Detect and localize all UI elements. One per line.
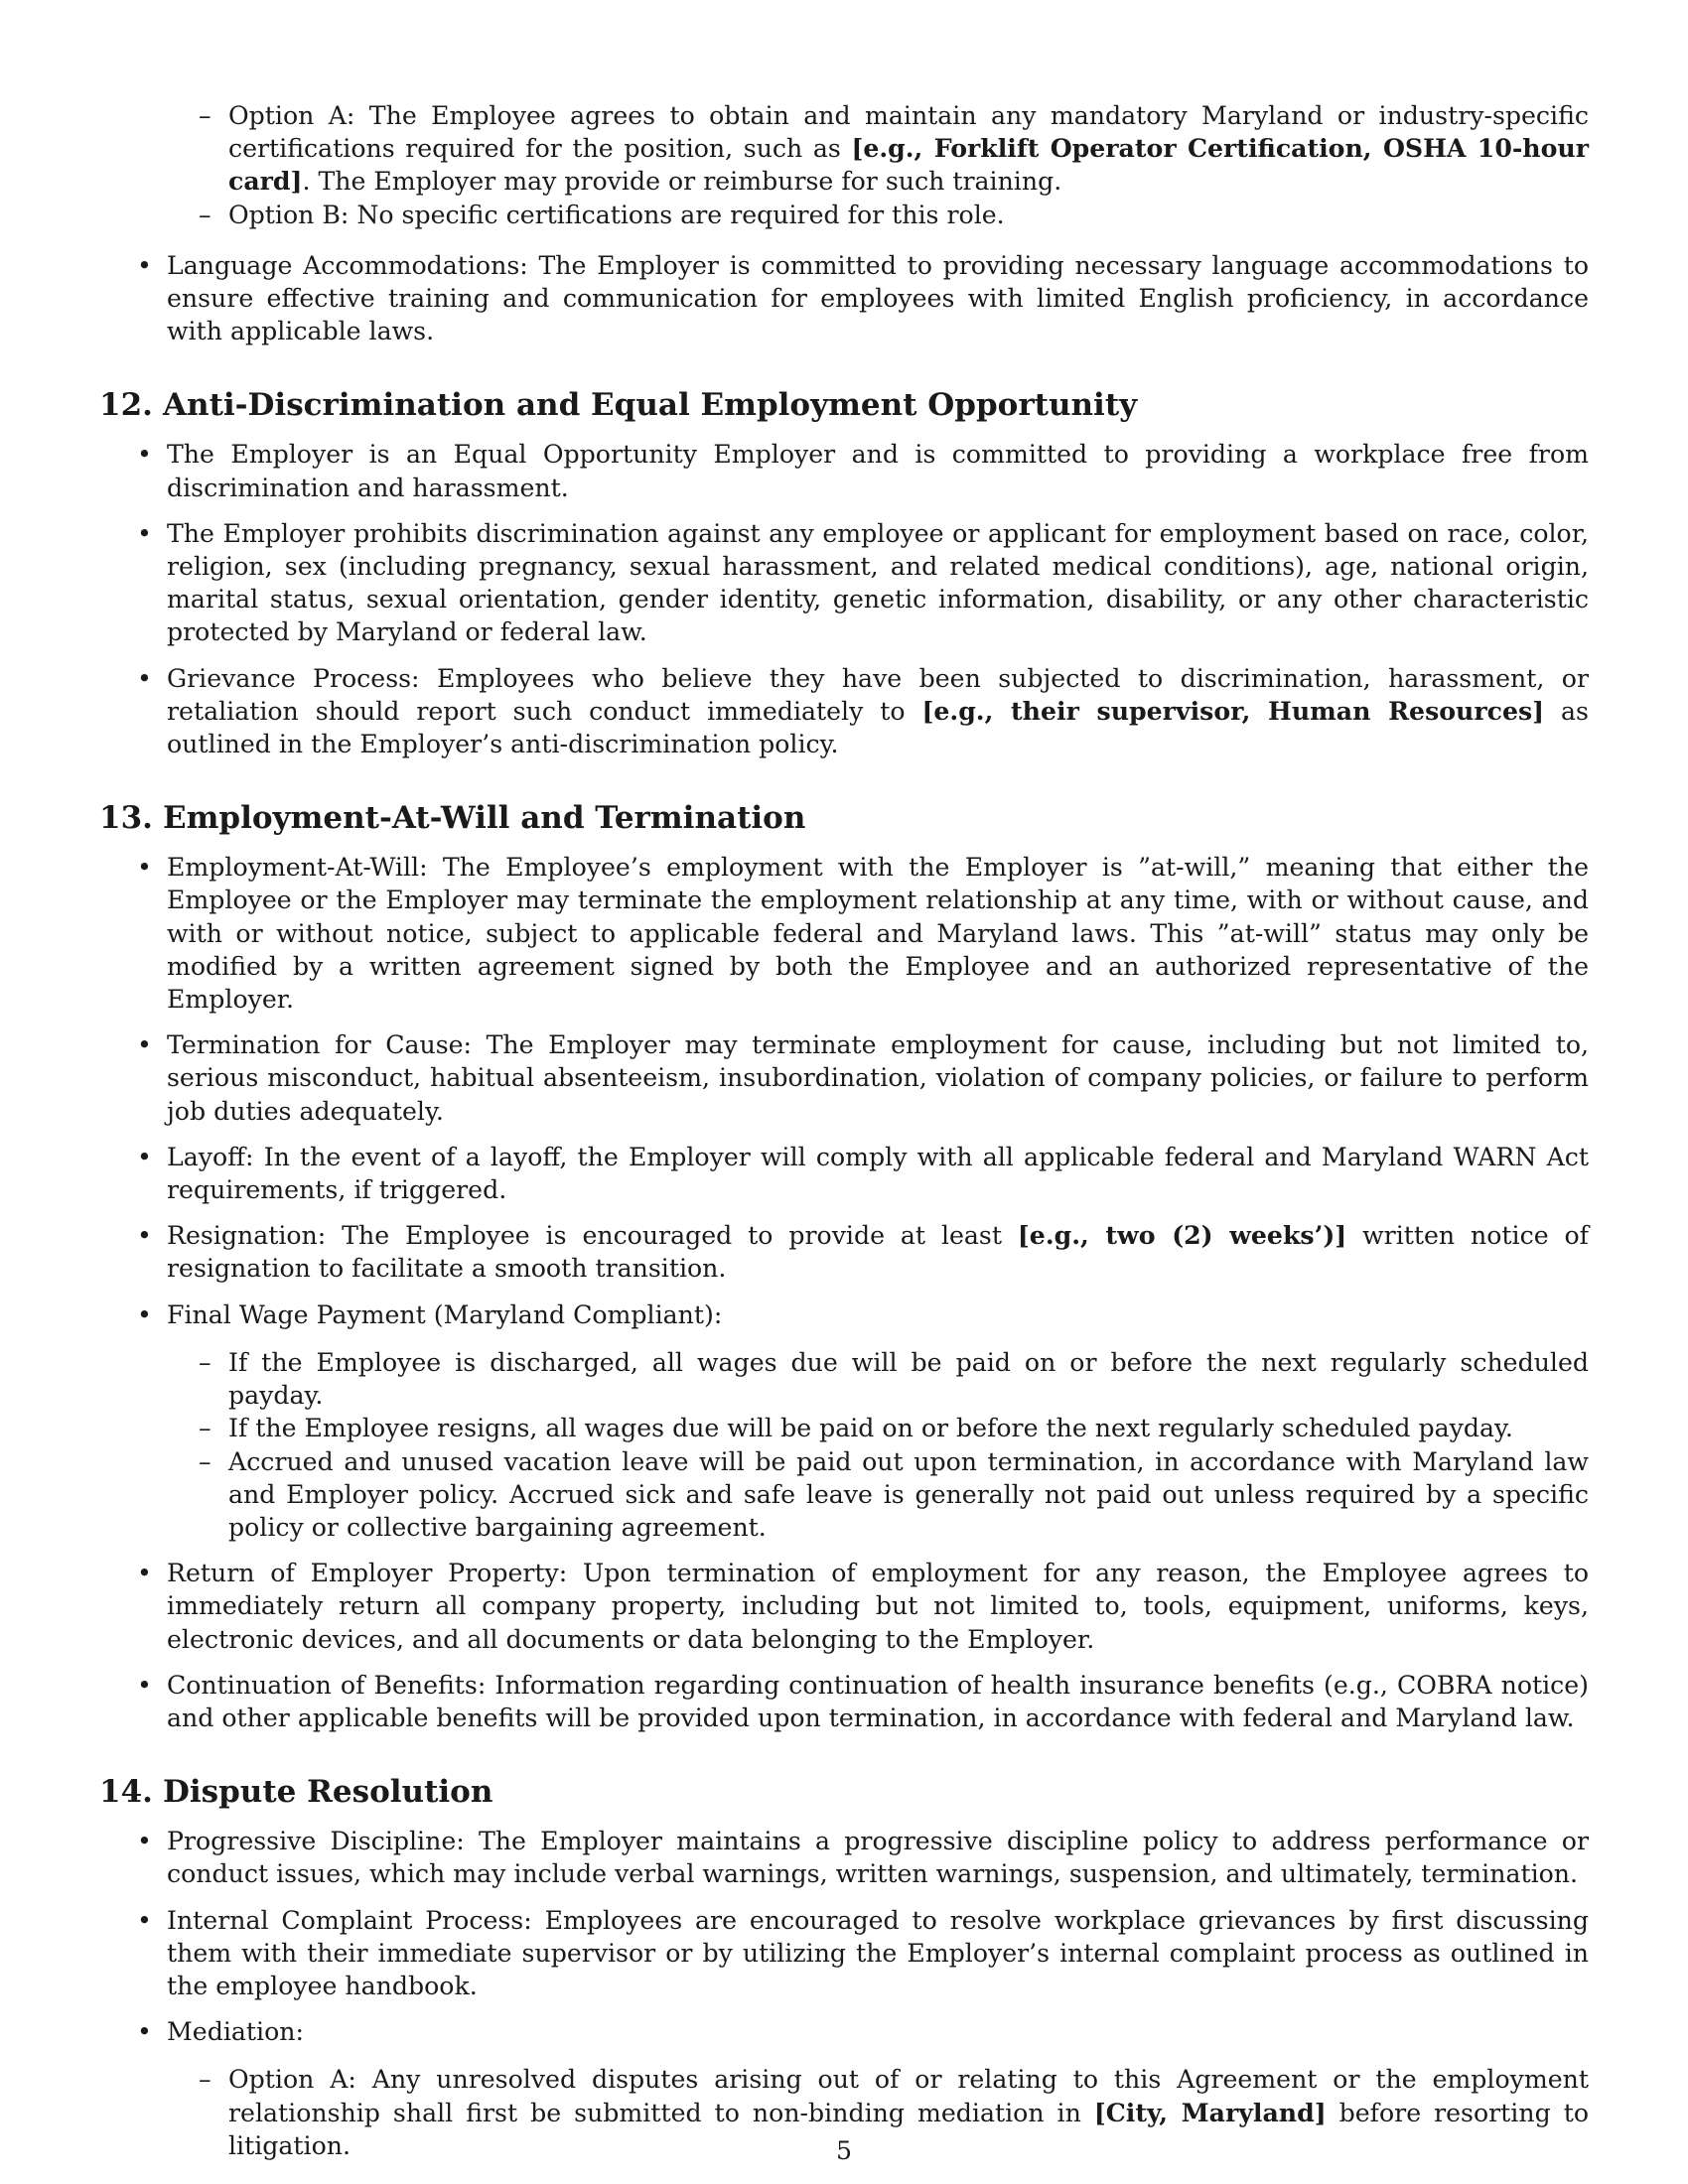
list-item: • Employment-At-Will: The Employee’s employment with the Employer is ”at-will,” meaning that either the Employee or the Employer may terminate the employment relationship at any time, with or without cause, and with or without notice, subject to applicable federal and Maryland laws. This ”at-will” status may only be modified by a written agreement signed by both the Employee and an authorized representative of the Employer.: [99, 851, 1589, 1016]
final-wage-sub-list: [167, 1346, 1589, 1544]
top-sub-list: [99, 99, 1589, 231]
list-item: • Return of Employer Property: Upon termination of employment for any reason, the Employee agrees to immediately return all company property, including but not limited to, tools, equipment, uniforms, keys, electronic devices, and all documents or data belonging to the Employer.: [99, 1557, 1589, 1656]
list-item: – Accrued and unused vacation leave will be paid out upon termination, in accordance with Maryland law and Employer policy. Accrued sick and safe leave is generally not paid out unless required by a specific policy or collective bargaining agreement.: [167, 1445, 1589, 1545]
list-item: • The Employer is an Equal Opportunity Employer and is committed to providing a workplace free from discrimination and harassment.: [99, 438, 1589, 503]
section-heading-14: 14. Dispute Resolution: [99, 1774, 493, 1811]
list-item: • Resignation: The Employee is encouraged to provide at least [e.g., two (2) weeks’)] written notice of resignation to facilitate a smooth transition.: [99, 1219, 1589, 1285]
section-heading-12: 12. Anti-Discrimination and Equal Employment Opportunity: [99, 387, 1138, 424]
section-12-list: [99, 438, 1589, 760]
list-item: – Option A: The Employee agrees to obtain and maintain any mandatory Maryland or industry-specific certifications required for the position, such as [e.g., Forklift Operator Certification, OSHA 10-hour card]. The Employer may provide or reimburse for such training.: [99, 99, 1589, 199]
page-number: 5: [835, 2136, 853, 2165]
list-item: • Continuation of Benefits: Information regarding continuation of health insurance benefits (e.g., COBRA notice) and other applicable benefits will be provided upon termination, in accordance with federal and Maryland law.: [99, 1669, 1589, 1734]
list-item: • Final Wage Payment (Maryland Compliant): – If the Employee is discharged, all wages due will be paid on or before the next regularly scheduled payday. – If the Employee resigns, all wages due will be paid on or before the next regularly scheduled payday. – Accrued and unused vacation leave will be paid out upon termination, in accordance with Maryland law and Employer policy. Accrued sick and safe leave is generally not paid out unless required by a specific policy or collective bargaining agreement.: [99, 1298, 1589, 1544]
list-item: – Option A: Any unresolved disputes arising out of or relating to this Agreement or the employment relationship shall first be submitted to non-binding mediation in [City, Maryland] before resorting to litigation.: [167, 2063, 1589, 2162]
list-item: • The Employer prohibits discrimination against any employee or applicant for employment based on race, color, religion, sex (including pregnancy, sexual harassment, and related medical conditions), age, national origin, marital status, sexual orientation, gender identity, genetic information, disability, or any other characteristic protected by Maryland or federal law.: [99, 517, 1589, 649]
list-item: – Option B: No specific certifications are required for this role.: [99, 199, 1589, 231]
list-item: • Termination for Cause: The Employer may terminate employment for cause, including but not limited to, serious misconduct, habitual absenteeism, insubordination, violation of company policies, or failure to perform job duties adequately.: [99, 1028, 1589, 1128]
list-item: • Mediation: – Option A: Any unresolved disputes arising out of or relating to this Agreement or the employment relationship shall first be submitted to non-binding mediation in [City, Maryland] before resorting to litigation.: [99, 2015, 1589, 2162]
section-14-list: [99, 1825, 1589, 2162]
list-item: • Grievance Process: Employees who believe they have been subjected to discrimination, harassment, or retaliation should report such conduct immediately to [e.g., their supervisor, Human Resources] as outlined in the Employer’s anti-discrimination policy.: [99, 662, 1589, 761]
section-13-list: [99, 851, 1589, 1734]
list-item: • Language Accommodations: The Employer is committed to providing necessary language accommodations to ensure effective training and communication for employees with limited English proficiency, in accordance with applicable laws.: [99, 249, 1589, 348]
list-item: – If the Employee resigns, all wages due will be paid on or before the next regularly scheduled payday.: [167, 1412, 1589, 1444]
list-item: • Internal Complaint Process: Employees are encouraged to resolve workplace grievances by first discussing them with their immediate supervisor or by utilizing the Employer’s internal complaint process as outlined in the employee handbook.: [99, 1904, 1589, 2003]
list-item: – If the Employee is discharged, all wages due will be paid on or before the next regularly scheduled payday.: [167, 1346, 1589, 1412]
list-item: • Layoff: In the event of a layoff, the Employer will comply with all applicable federal and Maryland WARN Act requirements, if triggered.: [99, 1141, 1589, 1206]
list-item: • Progressive Discipline: The Employer maintains a progressive discipline policy to address performance or conduct issues, which may include verbal warnings, written warnings, suspension, and ultimately, termination.: [99, 1825, 1589, 1890]
section-heading-13: 13. Employment-At-Will and Termination: [99, 800, 806, 837]
top-list: [99, 249, 1589, 348]
document-page: [99, 99, 1589, 2175]
